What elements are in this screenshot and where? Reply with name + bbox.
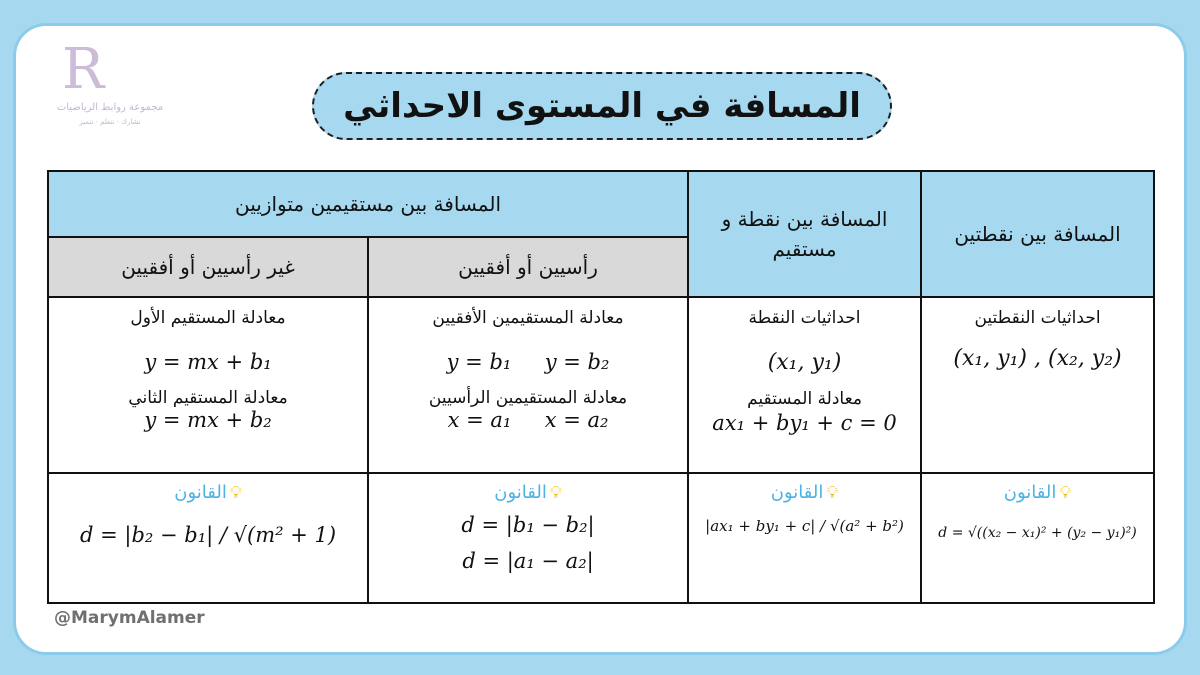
cell-vertical-horizontal-values [368, 297, 688, 473]
cell-point-line-formula [688, 473, 921, 603]
math-line-equation: ax₁ + by₁ + c = 0 [712, 411, 897, 435]
math-vertical-lines: x = a₁ x = a₂ [447, 408, 609, 432]
header-parallel-lines: المسافة بين مستقيمين متوازيين [48, 171, 688, 237]
cell-point-line-values [688, 297, 921, 473]
law-label: القانون [1003, 482, 1057, 503]
formula-horizontal: d = |b₁ − b₂| [461, 513, 595, 537]
math-first-line: y = mx + b₁ [144, 350, 272, 374]
cell-two-points-formula [921, 473, 1154, 603]
lightbulb-icon: 💡︎ [549, 482, 562, 503]
header-two-points: المسافة بين نقطتين [921, 171, 1154, 297]
label-line-equation: معادلة المستقيم [747, 389, 862, 409]
law-label: القانون [494, 482, 547, 503]
law-heading [689, 482, 920, 503]
label-horizontal-lines: معادلة المستقيمين الأفقيين [432, 308, 624, 328]
cell-two-points-values [921, 297, 1154, 473]
lightbulb-icon: 💡︎ [229, 482, 242, 503]
page-title: المسافة في المستوى الاحداثي [343, 86, 861, 126]
header-point-line-text: المسافة بين نقطة و مستقيم [721, 207, 888, 261]
label-vertical-lines: معادلة المستقيمين الرأسيين [428, 388, 628, 408]
lightbulb-icon: 💡︎ [826, 482, 839, 503]
logo-subtext: نشارك · نتعلم · نتميز [79, 118, 141, 126]
header-point-line [688, 171, 921, 297]
label-two-points-coords: احداثيات النقطتين [974, 308, 1101, 328]
formula-two-points: d = √((x₂ − x₁)² + (y₂ − y₁)²) [938, 525, 1137, 541]
math-second-line: y = mx + b₂ [144, 408, 272, 432]
logo-text: مجموعة روابط الرياضيات [56, 102, 164, 113]
distance-table [47, 170, 1155, 604]
title-banner [312, 72, 892, 140]
subheader-non-vertical-horizontal: غير رأسيين أو أفقيين [48, 237, 368, 297]
cell-non-vertical-horizontal-formula [48, 473, 368, 603]
math-point-coords: (x₁, y₁) [767, 350, 842, 375]
subheader-vertical-horizontal: رأسيين أو أفقيين [368, 237, 688, 297]
formula-point-line: |ax₁ + by₁ + c| / √(a² + b²) [705, 517, 904, 535]
law-label: القانون [770, 482, 824, 503]
lightbulb-icon: 💡︎ [1059, 482, 1072, 503]
law-heading [369, 482, 687, 503]
cell-vertical-horizontal-formula [368, 473, 688, 603]
math-two-points-coords: (x₁, y₁) , (x₂, y₂) [953, 346, 1122, 371]
label-second-line: معادلة المستقيم الثاني [128, 388, 288, 408]
formula-vertical: d = |a₁ − a₂| [462, 549, 594, 573]
label-point-coords: احداثيات النقطة [748, 308, 861, 328]
logo [56, 37, 164, 132]
math-horizontal-lines: y = b₁ y = b₂ [446, 350, 610, 374]
formula-non-vertical-horizontal: d = |b₂ − b₁| / √(m² + 1) [79, 523, 337, 547]
law-heading [922, 482, 1153, 503]
law-heading [49, 482, 367, 503]
logo-mark: R [62, 37, 105, 102]
law-label: القانون [174, 482, 227, 503]
label-first-line: معادلة المستقيم الأول [130, 308, 286, 328]
cell-non-vertical-horizontal-values [48, 297, 368, 473]
author-handle: @MarymAlamer [54, 608, 205, 628]
